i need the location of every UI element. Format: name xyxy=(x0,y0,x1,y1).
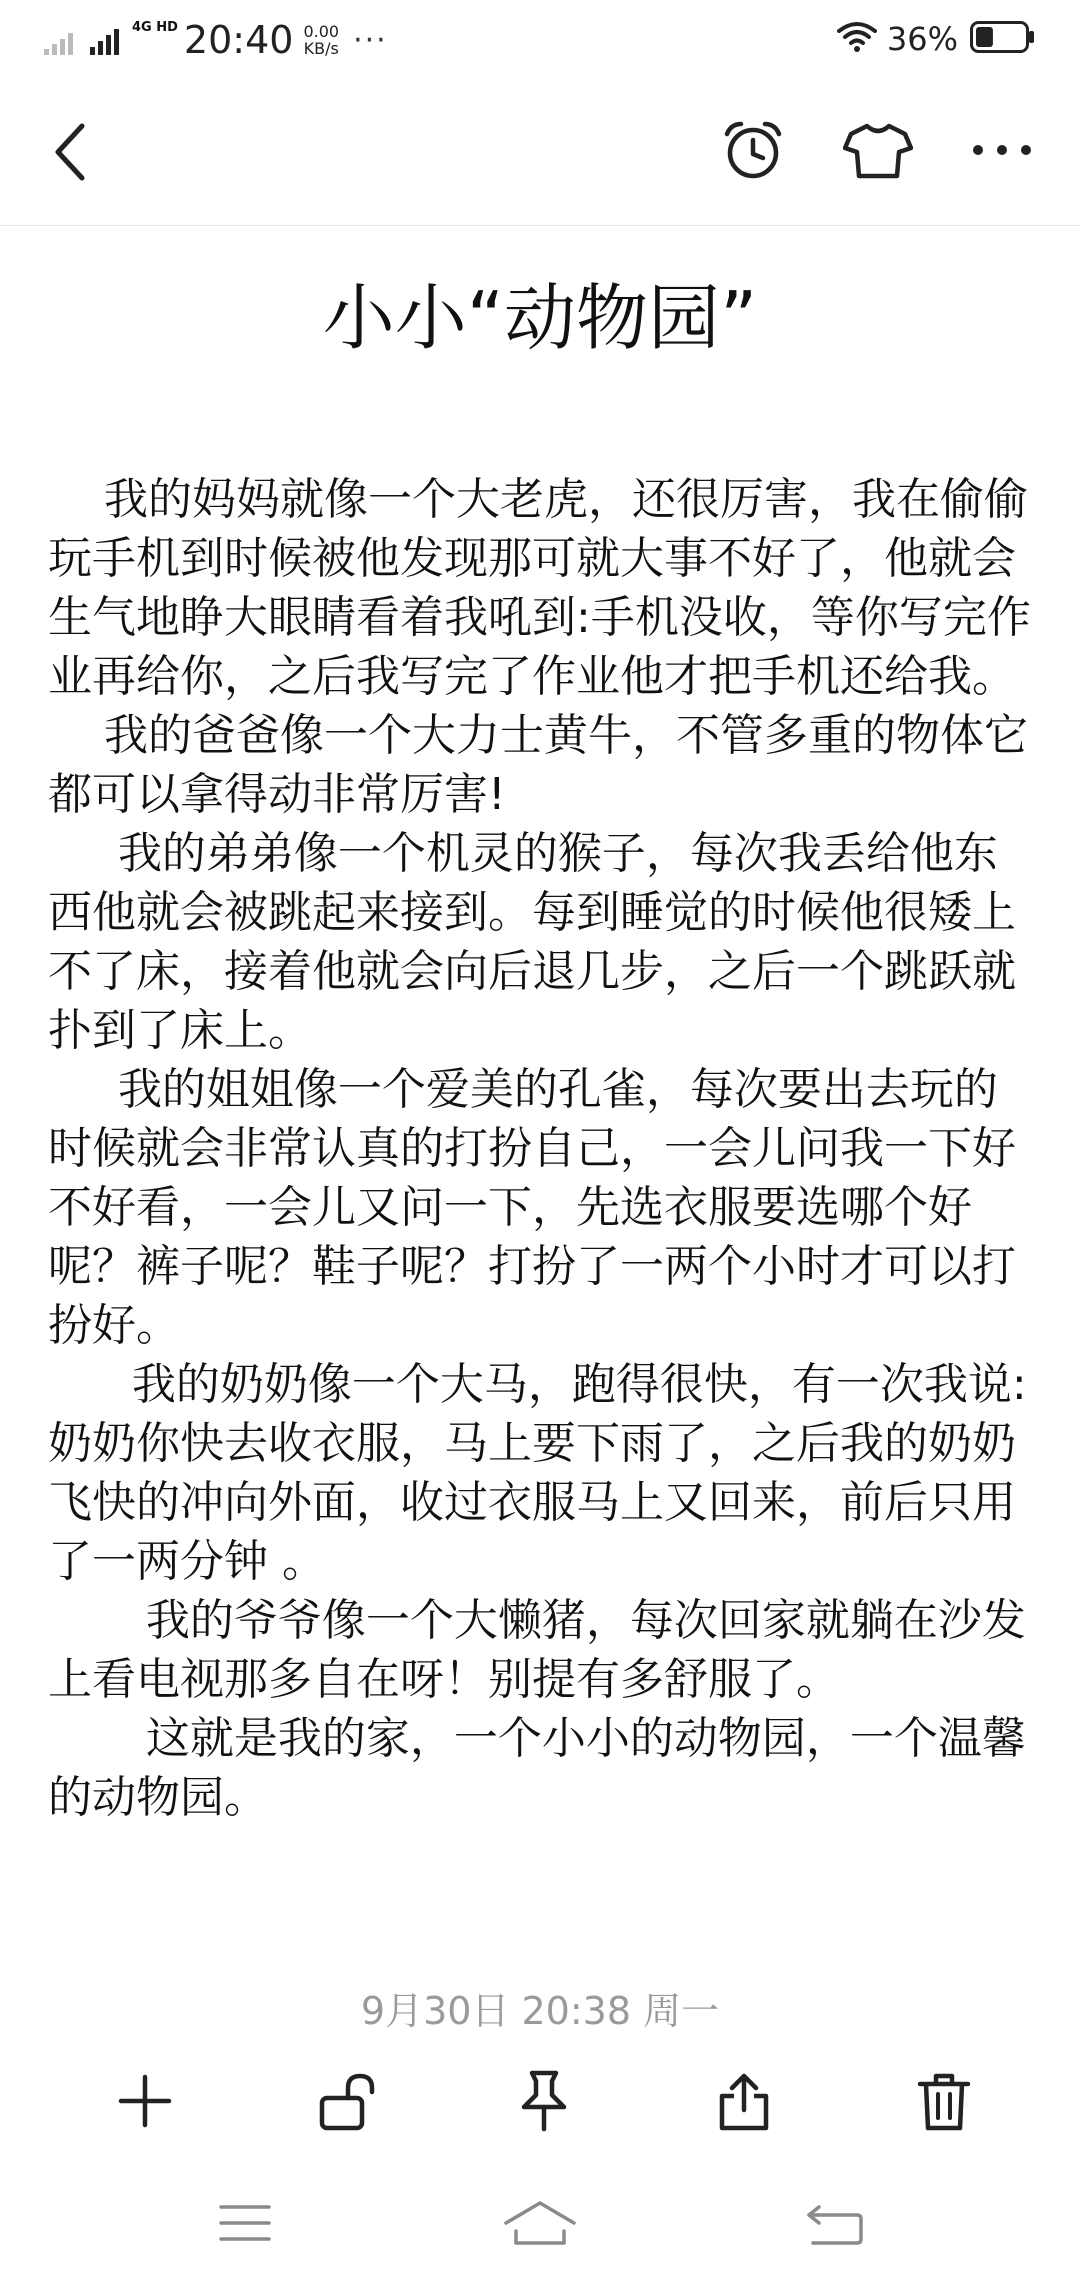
note-timestamp: 9月30日 20:38 周一 xyxy=(360,1989,720,2033)
note-paragraph: 我的妈妈就像一个大老虎，还很厉害，我在偷偷 玩手机到时候被他发现那可就大事不好了，他就会生气地睁大眼睛看着我吼到:手机没收，等你写完作业再给你，之后我写完了作业他才把手机还给我。 xyxy=(48,474,1031,702)
home-icon xyxy=(504,2201,576,2249)
note-paragraph: 我的爸爸像一个大力士黄牛，不管多重的物体它都可以拿得动非常厉害! xyxy=(48,710,1028,820)
wifi-icon xyxy=(837,21,877,57)
network-speed-value: 0.00 xyxy=(303,22,340,41)
share-button[interactable] xyxy=(704,2058,784,2148)
more-button[interactable] xyxy=(964,112,1040,192)
note-paragraph: 我的弟弟像一个机灵的猴子，每次我丢给他东西他就会被跳起来接到。每到睡觉的时候他很矮上不了床，接着他就会向后退几步，之后一个跳跃就扑到了床上。 xyxy=(48,828,1016,1056)
more-horizontal-icon xyxy=(970,142,1034,162)
alarm-clock-icon xyxy=(721,118,785,186)
battery-icon xyxy=(970,21,1036,57)
network-speed xyxy=(303,23,339,57)
back-button[interactable] xyxy=(40,114,100,194)
home-button[interactable] xyxy=(495,2190,585,2260)
menu-icon xyxy=(219,2203,271,2247)
system-navigation-bar xyxy=(0,2170,1080,2280)
battery-fill xyxy=(976,27,993,47)
note-paragraph: 我的姐姐像一个爱美的孔雀，每次要出去玩的时候就会非常认真的打扮自己，一会儿问我一下好不好看，一会儿又问一下，先选衣服要选哪个好呢？裤子呢？鞋子呢？打扮了一两个小时才可以打扮好。 xyxy=(48,1064,1016,1351)
note-toolbar xyxy=(0,2058,1080,2148)
status-bar xyxy=(0,0,1080,80)
plus-icon xyxy=(117,2073,173,2133)
network-type: 4G HD xyxy=(132,19,178,35)
t-shirt-icon xyxy=(843,120,913,184)
battery-percent: 36% xyxy=(886,20,958,58)
back-icon xyxy=(805,2201,865,2249)
network-speed-unit: KB/s xyxy=(303,39,339,58)
reminder-button[interactable] xyxy=(718,112,788,192)
add-button[interactable] xyxy=(105,2058,185,2148)
recent-apps-button[interactable] xyxy=(200,2190,290,2260)
note-body[interactable] xyxy=(48,470,1038,1827)
note-paragraph: 这就是我的家，一个小小的动物园，一个温馨的动物园。 xyxy=(48,1713,1026,1823)
delete-button[interactable] xyxy=(904,2058,984,2148)
note-title[interactable]: 小小“动物园” xyxy=(322,276,758,360)
note-paragraph: 我的奶奶像一个大马，跑得很快，有一次我说:奶奶你快去收衣服，马上要下雨了，之后我的奶奶飞快的冲向外面，收过衣服马上又回来，前后只用了一两分钟 。 xyxy=(48,1359,1027,1587)
signal-strength-icon-2 xyxy=(90,25,126,55)
pin-icon xyxy=(516,2069,572,2137)
status-overflow-dots: ··· xyxy=(353,22,388,58)
note-header xyxy=(0,80,1080,226)
pin-button[interactable] xyxy=(504,2058,584,2148)
signal-strength-icon xyxy=(44,25,84,55)
theme-button[interactable] xyxy=(840,112,916,192)
status-time: 20:40 xyxy=(183,18,294,62)
trash-icon xyxy=(916,2070,972,2136)
status-right xyxy=(837,20,1036,58)
lock-button[interactable] xyxy=(308,2058,388,2148)
system-back-button[interactable] xyxy=(790,2190,880,2260)
note-paragraph: 我的爷爷像一个大懒猪，每次回家就躺在沙发上看电视那多自在呀！别提有多舒服了。 xyxy=(48,1595,1026,1705)
chevron-left-icon xyxy=(50,120,90,188)
status-left xyxy=(44,18,388,62)
unlock-icon xyxy=(318,2070,378,2136)
share-icon xyxy=(716,2070,772,2136)
